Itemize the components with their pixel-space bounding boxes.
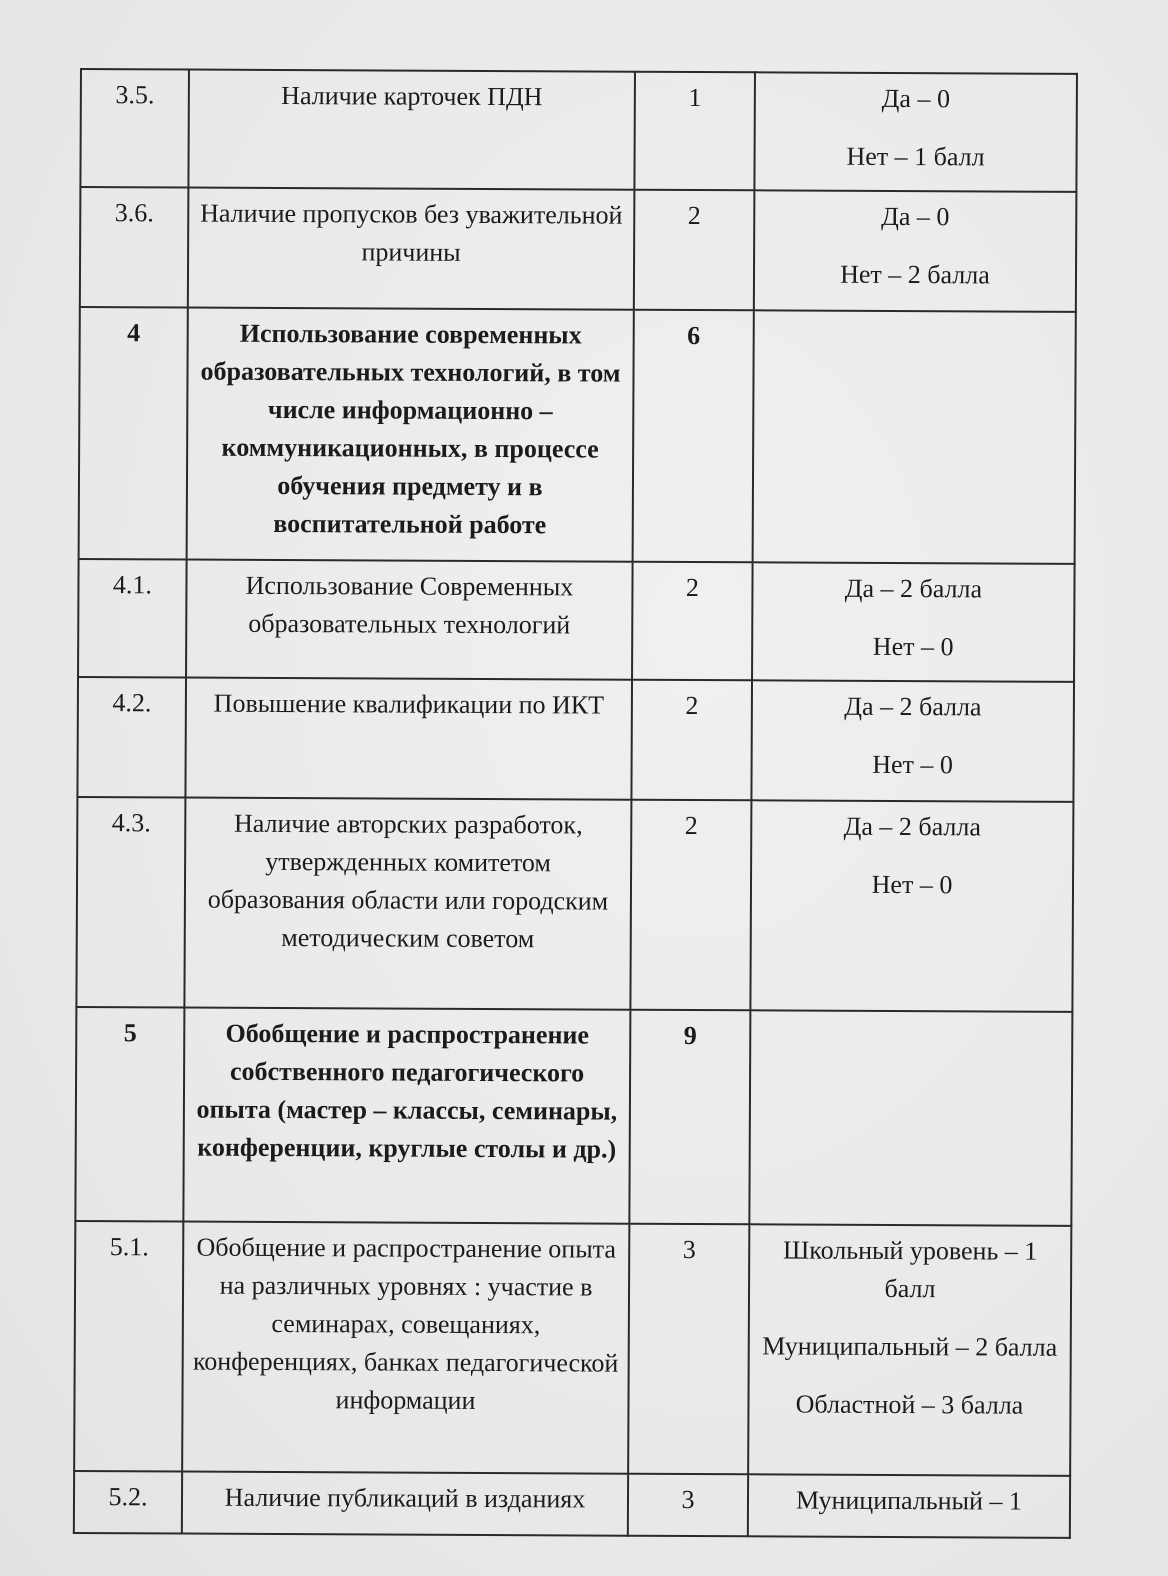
section-row — [75, 1007, 1072, 1226]
grading-cell — [754, 72, 1077, 192]
grading-line: Областной – 3 балла — [795, 1389, 1024, 1420]
grading-line: Муниципальный – 1 — [795, 1485, 1023, 1516]
criterion-title: Использование Современных образовательных технологий — [186, 560, 633, 680]
max-points: 2 — [631, 680, 752, 801]
max-points: 1 — [634, 72, 755, 191]
criterion-title: Наличие публикаций в изданиях — [182, 1472, 628, 1536]
row-number: 3.6. — [80, 187, 189, 308]
section-title: Использование современных образовательных технологий, в том числе информационно – коммуникационных, в процессе обучения предмету и в воспитательной работе — [187, 308, 634, 562]
row-number: 5 — [75, 1007, 184, 1222]
grading-cell-empty — [749, 1010, 1072, 1226]
grading-line: Да – 2 балла — [844, 573, 983, 604]
row-number: 4.2. — [77, 677, 186, 798]
max-points: 2 — [632, 562, 753, 681]
row-number: 5.1. — [74, 1221, 183, 1472]
grading-line: Нет – 0 — [871, 869, 953, 900]
max-points: 3 — [628, 1474, 748, 1537]
table-row — [77, 677, 1074, 802]
max-points: 2 — [634, 190, 755, 311]
grading-line: Муниципальный – 2 балла — [762, 1331, 1058, 1362]
criterion-title: Повышение квалификации по ИКТ — [185, 678, 632, 800]
table-row — [74, 1221, 1071, 1476]
criteria-table — [73, 68, 1078, 1539]
grading-cell — [748, 1224, 1071, 1476]
criterion-title: Наличие авторских разработок, утвержденных комитетом образования области или городским методическим советом — [184, 798, 631, 1010]
grading-cell — [748, 1474, 1070, 1538]
grading-line: Да – 2 балла — [844, 691, 982, 722]
section-row — [79, 307, 1076, 564]
grading-line: Нет – 0 — [872, 749, 954, 780]
grading-line: Да – 0 — [881, 201, 950, 232]
grading-cell — [754, 190, 1077, 312]
table-row — [80, 69, 1077, 192]
grading-line: Да – 0 — [881, 83, 951, 114]
row-number: 4.1. — [78, 559, 187, 678]
row-number: 3.5. — [80, 69, 189, 188]
table-row — [76, 797, 1073, 1012]
grading-cell — [750, 800, 1073, 1012]
grading-line: Нет – 0 — [872, 631, 954, 662]
max-points: 9 — [629, 1010, 750, 1225]
section-title: Обобщение и распространение собственного педагогического опыта (мастер – классы, семинары, конференции, круглые столы и др.) — [183, 1008, 630, 1224]
table-row — [80, 187, 1077, 312]
criterion-title: Наличие пропусков без уважительной причины — [188, 188, 635, 310]
grading-cell — [751, 680, 1074, 802]
row-number: 5.2. — [74, 1471, 182, 1534]
grading-line: Нет – 2 балла — [840, 259, 990, 290]
grading-cell — [752, 562, 1075, 682]
criterion-title: Наличие карточек ПДН — [188, 70, 635, 190]
max-points: 6 — [633, 310, 754, 563]
table-row — [74, 1471, 1070, 1538]
grading-line: Да – 2 балла — [843, 811, 981, 842]
table-row — [78, 559, 1075, 682]
grading-line: Нет – 1 балл — [846, 141, 985, 172]
max-points: 2 — [630, 800, 751, 1011]
criterion-title: Обобщение и распространение опыта на различных уровнях : участие в семинарах, совещаниях, конференциях, банках педагогической информации — [182, 1222, 629, 1474]
max-points: 3 — [628, 1224, 749, 1475]
row-number: 4 — [79, 307, 188, 560]
row-number: 4.3. — [76, 797, 185, 1008]
grading-line: Школьный уровень – 1 балл — [783, 1235, 1038, 1304]
grading-cell-empty — [753, 310, 1076, 564]
